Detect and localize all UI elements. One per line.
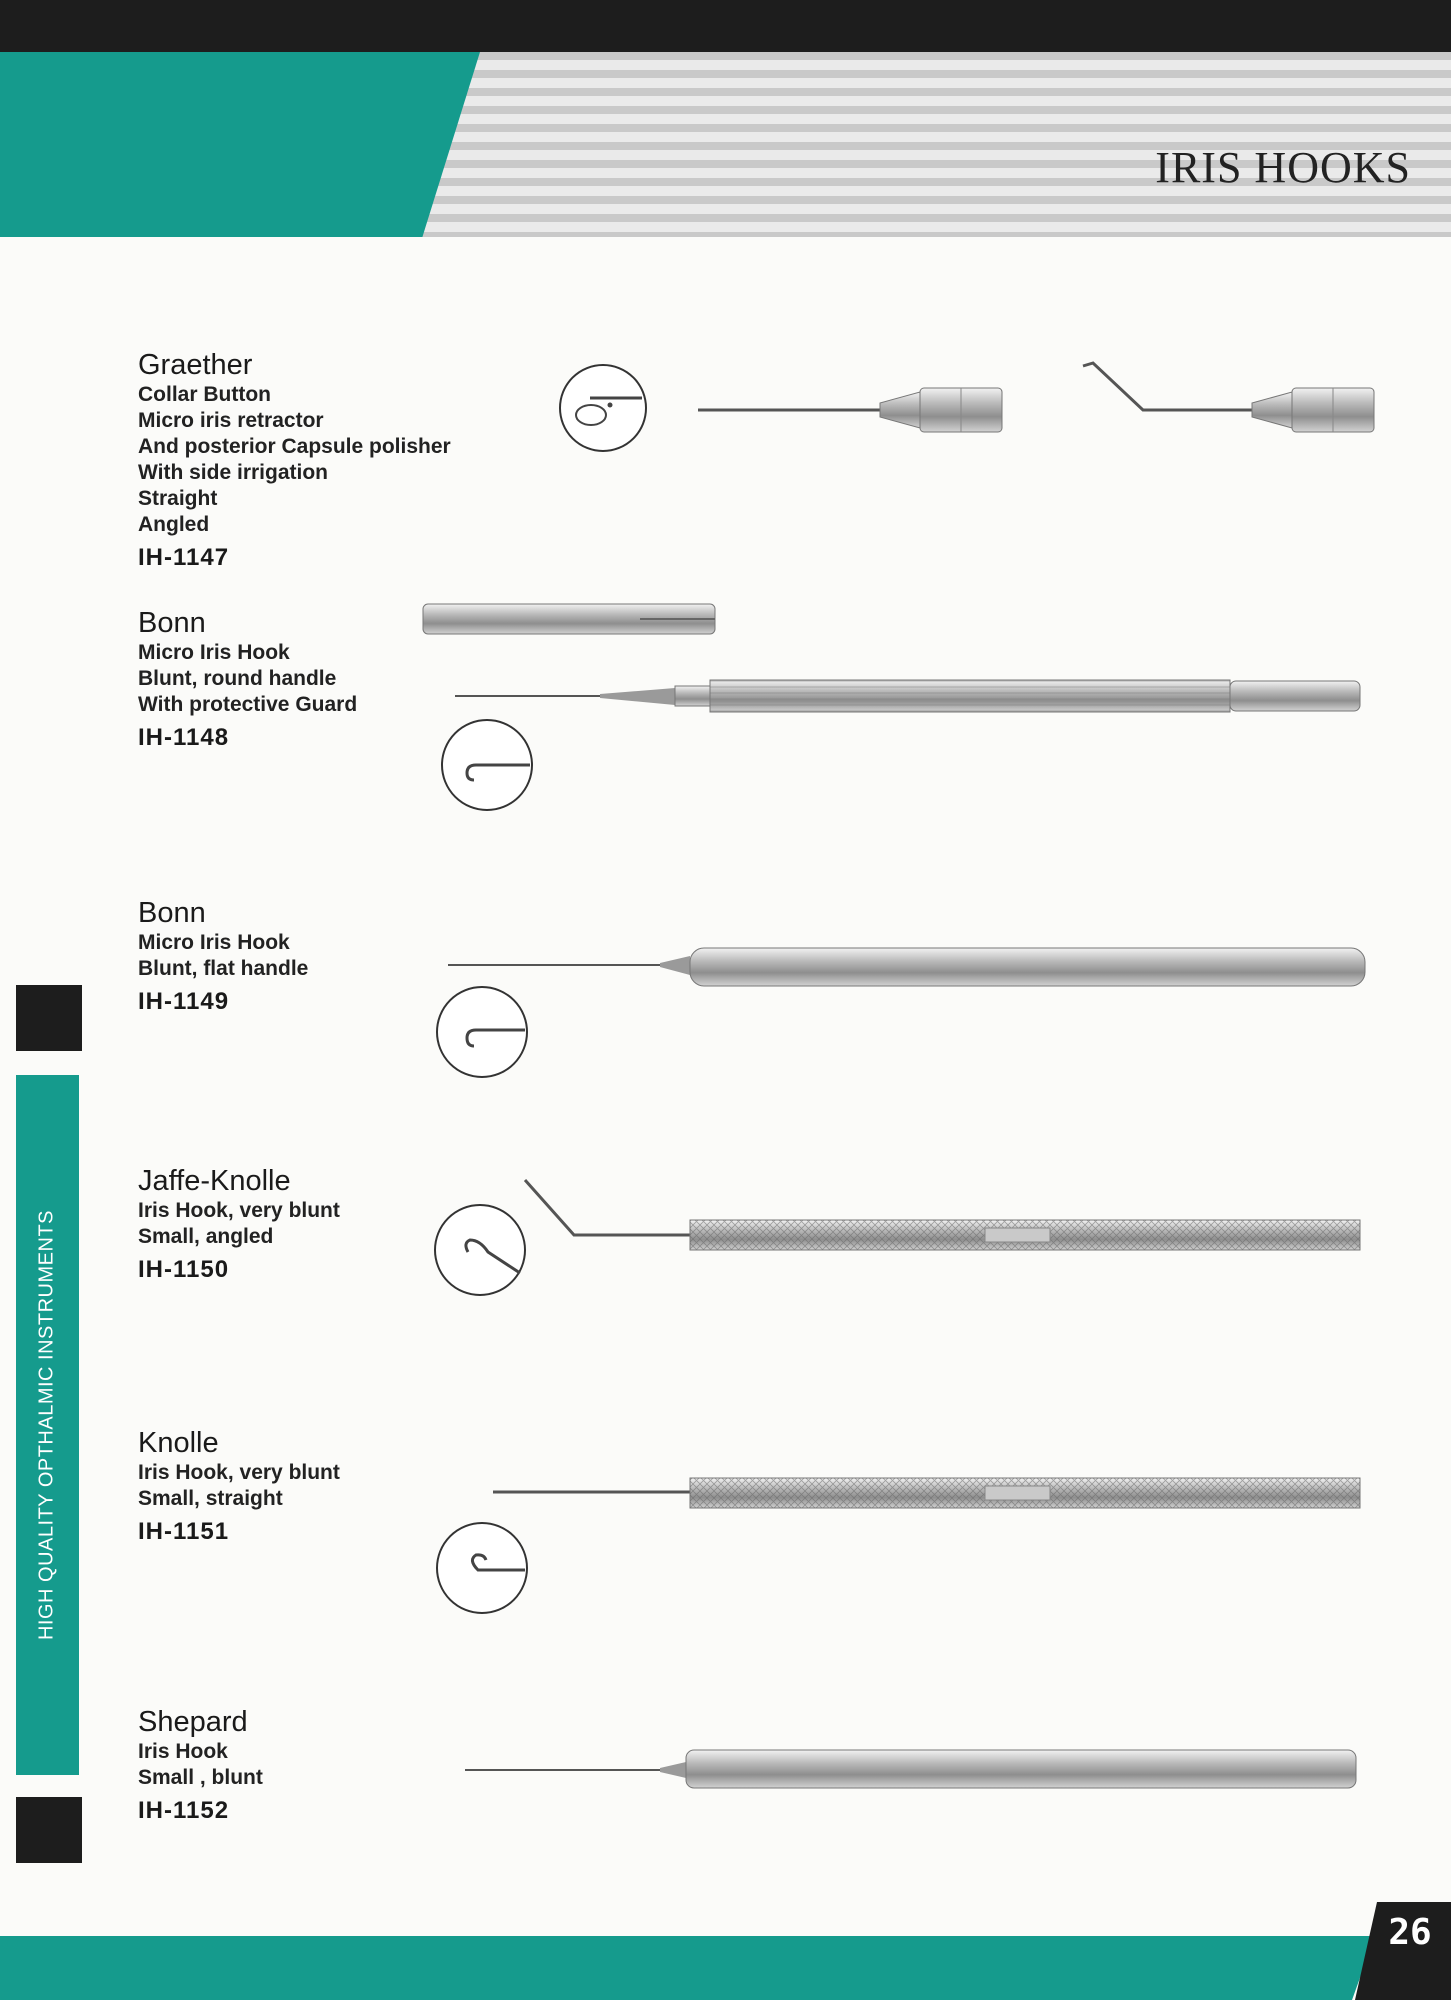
- product-description-line: Micro Iris Hook: [138, 931, 290, 954]
- collar-button-detail-icon: [560, 365, 646, 451]
- product-description-line: Iris Hook, very blunt: [138, 1461, 340, 1484]
- product-description-line: With side irrigation: [138, 461, 328, 484]
- product-description-line: And posterior Capsule polisher: [138, 435, 451, 458]
- product-code: IH-1149: [138, 988, 230, 1015]
- product-name: Bonn: [138, 607, 206, 639]
- bonn-round-handle-instrument: [455, 680, 1360, 712]
- product-description-line: Blunt, round handle: [138, 667, 337, 690]
- angled-hook-detail-icon: [435, 1205, 525, 1295]
- product-description-line: Straight: [138, 487, 218, 510]
- product-code: IH-1152: [138, 1797, 230, 1824]
- product-description-line: Small , blunt: [138, 1766, 263, 1789]
- protective-guard: [423, 604, 715, 634]
- product-description-line: Small, straight: [138, 1487, 283, 1510]
- product-description-line: Iris Hook, very blunt: [138, 1199, 340, 1222]
- bonn-flat-handle-instrument: [448, 948, 1365, 986]
- product-name: Bonn: [138, 897, 206, 929]
- product-name: Graether: [138, 349, 253, 381]
- product-description-line: Micro iris retractor: [138, 409, 324, 432]
- jaffe-knolle-instrument: [525, 1180, 1360, 1250]
- product-code: IH-1148: [138, 724, 230, 751]
- product-name: Shepard: [138, 1706, 248, 1738]
- product-description-line: Iris Hook: [138, 1740, 228, 1763]
- page-number: 26: [1388, 1912, 1432, 1953]
- product-description-line: Micro Iris Hook: [138, 641, 290, 664]
- shepard-instrument: [465, 1750, 1356, 1788]
- hook-tip-detail-icon: [442, 720, 532, 810]
- product-code: IH-1147: [138, 544, 230, 571]
- hook-tip-detail-icon: [437, 987, 527, 1077]
- page-title: IRIS HOOKS: [1155, 143, 1411, 192]
- product-description-line: Blunt, flat handle: [138, 957, 309, 980]
- straight-hook-detail-icon: [437, 1523, 527, 1613]
- product-description-line: With protective Guard: [138, 693, 358, 716]
- product-description-line: Collar Button: [138, 383, 271, 406]
- knolle-instrument: [493, 1478, 1360, 1508]
- product-description-line: Small, angled: [138, 1225, 274, 1248]
- product-name: Jaffe-Knolle: [138, 1165, 291, 1197]
- graether-angled-instrument: [1083, 363, 1374, 432]
- product-description-line: Angled: [138, 513, 210, 536]
- product-name: Knolle: [138, 1427, 219, 1459]
- product-code: IH-1151: [138, 1518, 230, 1545]
- graether-straight-instrument: [698, 388, 1002, 432]
- sidebar-caption: HIGH QUALITY OPTHALMIC INSTRUMENTS: [35, 1209, 58, 1641]
- product-code: IH-1150: [138, 1256, 230, 1283]
